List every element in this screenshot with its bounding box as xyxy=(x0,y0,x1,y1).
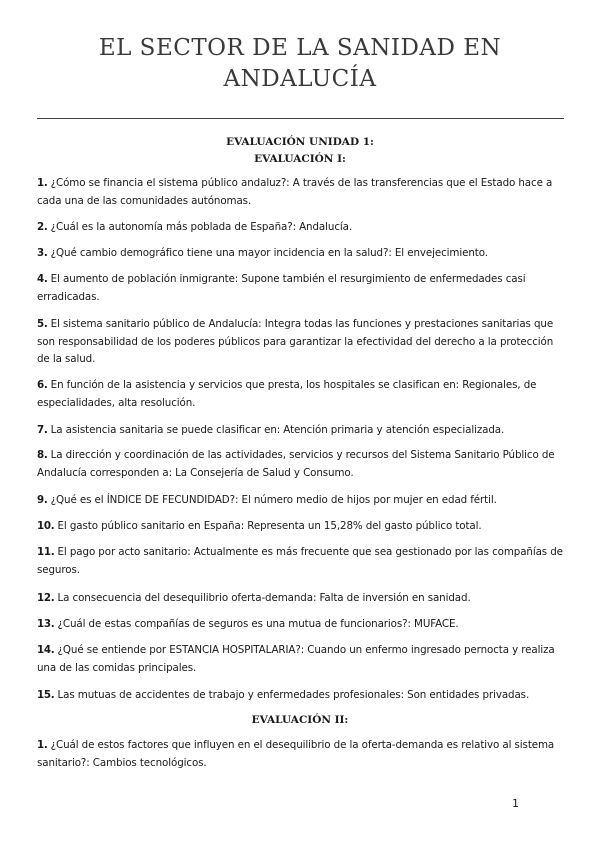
question-number: 3. xyxy=(37,247,48,259)
question-item xyxy=(37,687,563,705)
question-text: ¿Cuál de estas compañías de seguros es una mutua de funcionarios?: MUFACE. xyxy=(54,618,459,630)
question-text: En función de la asistencia y servicios que presta, los hospitales se clasifican en: Regionales, de especialidades, alta resolución. xyxy=(37,379,537,409)
document-title-line-2: ANDALUCÍA xyxy=(223,66,377,92)
question-number: 15. xyxy=(37,689,55,701)
question-number: 9. xyxy=(37,494,48,506)
question-item xyxy=(37,175,563,210)
question-number: 10. xyxy=(37,520,55,532)
question-item xyxy=(37,271,563,306)
question-item xyxy=(37,544,563,579)
document-title xyxy=(40,33,560,95)
question-number: 8. xyxy=(37,449,48,461)
question-item xyxy=(37,422,563,440)
question-text: ¿Cuál de estos factores que influyen en el desequilibrio de la oferta-demanda es relativo al sistema sanitario?: Cambios tecnológicos. xyxy=(37,739,555,769)
question-text: El sistema sanitario público de Andalucía: Integra todas las funciones y prestaciones sanitarias que son responsabilidad de los poderes públicos para garantizar la efectividad del derecho a la protección de la salud. xyxy=(37,318,554,365)
question-number: 13. xyxy=(37,618,55,630)
question-number: 4. xyxy=(37,273,48,285)
question-text: ¿Qué es el ÍNDICE DE FECUNDIDAD?: El número medio de hijos por mujer en edad fértil. xyxy=(47,494,497,506)
question-number: 2. xyxy=(37,221,48,233)
question-text: El pago por acto sanitario: Actualmente es más frecuente que sea gestionado por las compañías de seguros. xyxy=(37,546,563,576)
page-number: 1 xyxy=(512,797,519,810)
question-number: 12. xyxy=(37,592,55,604)
question-item xyxy=(37,447,563,482)
question-item xyxy=(37,737,563,772)
document-title-line-1: EL SECTOR DE LA SANIDAD EN xyxy=(98,35,502,61)
question-item xyxy=(37,377,563,412)
question-text: Las mutuas de accidentes de trabajo y enfermedades profesionales: Son entidades privadas. xyxy=(54,689,530,701)
question-text: ¿Qué cambio demográfico tiene una mayor incidencia en la salud?: El envejecimiento. xyxy=(47,247,488,259)
title-divider xyxy=(37,118,564,119)
question-number: 1. xyxy=(37,177,48,189)
question-item xyxy=(37,642,563,677)
question-text: La consecuencia del desequilibrio oferta-demanda: Falta de inversión en sanidad. xyxy=(54,592,471,604)
question-text: ¿Cuál es la autonomía más poblada de España?: Andalucía. xyxy=(47,221,353,233)
question-text: La asistencia sanitaria se puede clasificar en: Atención primaria y atención especializada. xyxy=(47,424,505,436)
question-item xyxy=(37,590,563,608)
question-text: El aumento de población inmigrante: Supone también el resurgimiento de enfermedades casi erradicadas. xyxy=(37,273,526,303)
question-number: 1. xyxy=(37,739,48,751)
evaluation-1-heading: EVALUACIÓN I: xyxy=(254,153,346,165)
question-number: 5. xyxy=(37,318,48,330)
question-item xyxy=(37,245,563,263)
question-item xyxy=(37,492,563,510)
question-item xyxy=(37,219,563,237)
question-number: 14. xyxy=(37,644,55,656)
question-number: 6. xyxy=(37,379,48,391)
question-item xyxy=(37,518,563,536)
question-text: La dirección y coordinación de las actividades, servicios y recursos del Sistema Sanitario Público de Andalucía corresponden a: La Consejería de Salud y Consumo. xyxy=(37,449,555,479)
question-item xyxy=(37,616,563,634)
question-number: 7. xyxy=(37,424,48,436)
unit-heading: EVALUACIÓN UNIDAD 1: xyxy=(226,136,374,148)
question-number: 11. xyxy=(37,546,55,558)
evaluation-2-heading: EVALUACIÓN II: xyxy=(251,714,349,726)
question-text: ¿Cómo se financia el sistema público andaluz?: A través de las transferencias que el Estado hace a cada una de las comunidades autónomas. xyxy=(37,177,553,207)
question-text: El gasto público sanitario en España: Representa un 15,28% del gasto público total. xyxy=(54,520,482,532)
question-item xyxy=(37,316,563,369)
question-text: ¿Qué se entiende por ESTANCIA HOSPITALARIA?: Cuando un enfermo ingresado pernocta y realiza una de las comidas principales. xyxy=(37,644,555,674)
